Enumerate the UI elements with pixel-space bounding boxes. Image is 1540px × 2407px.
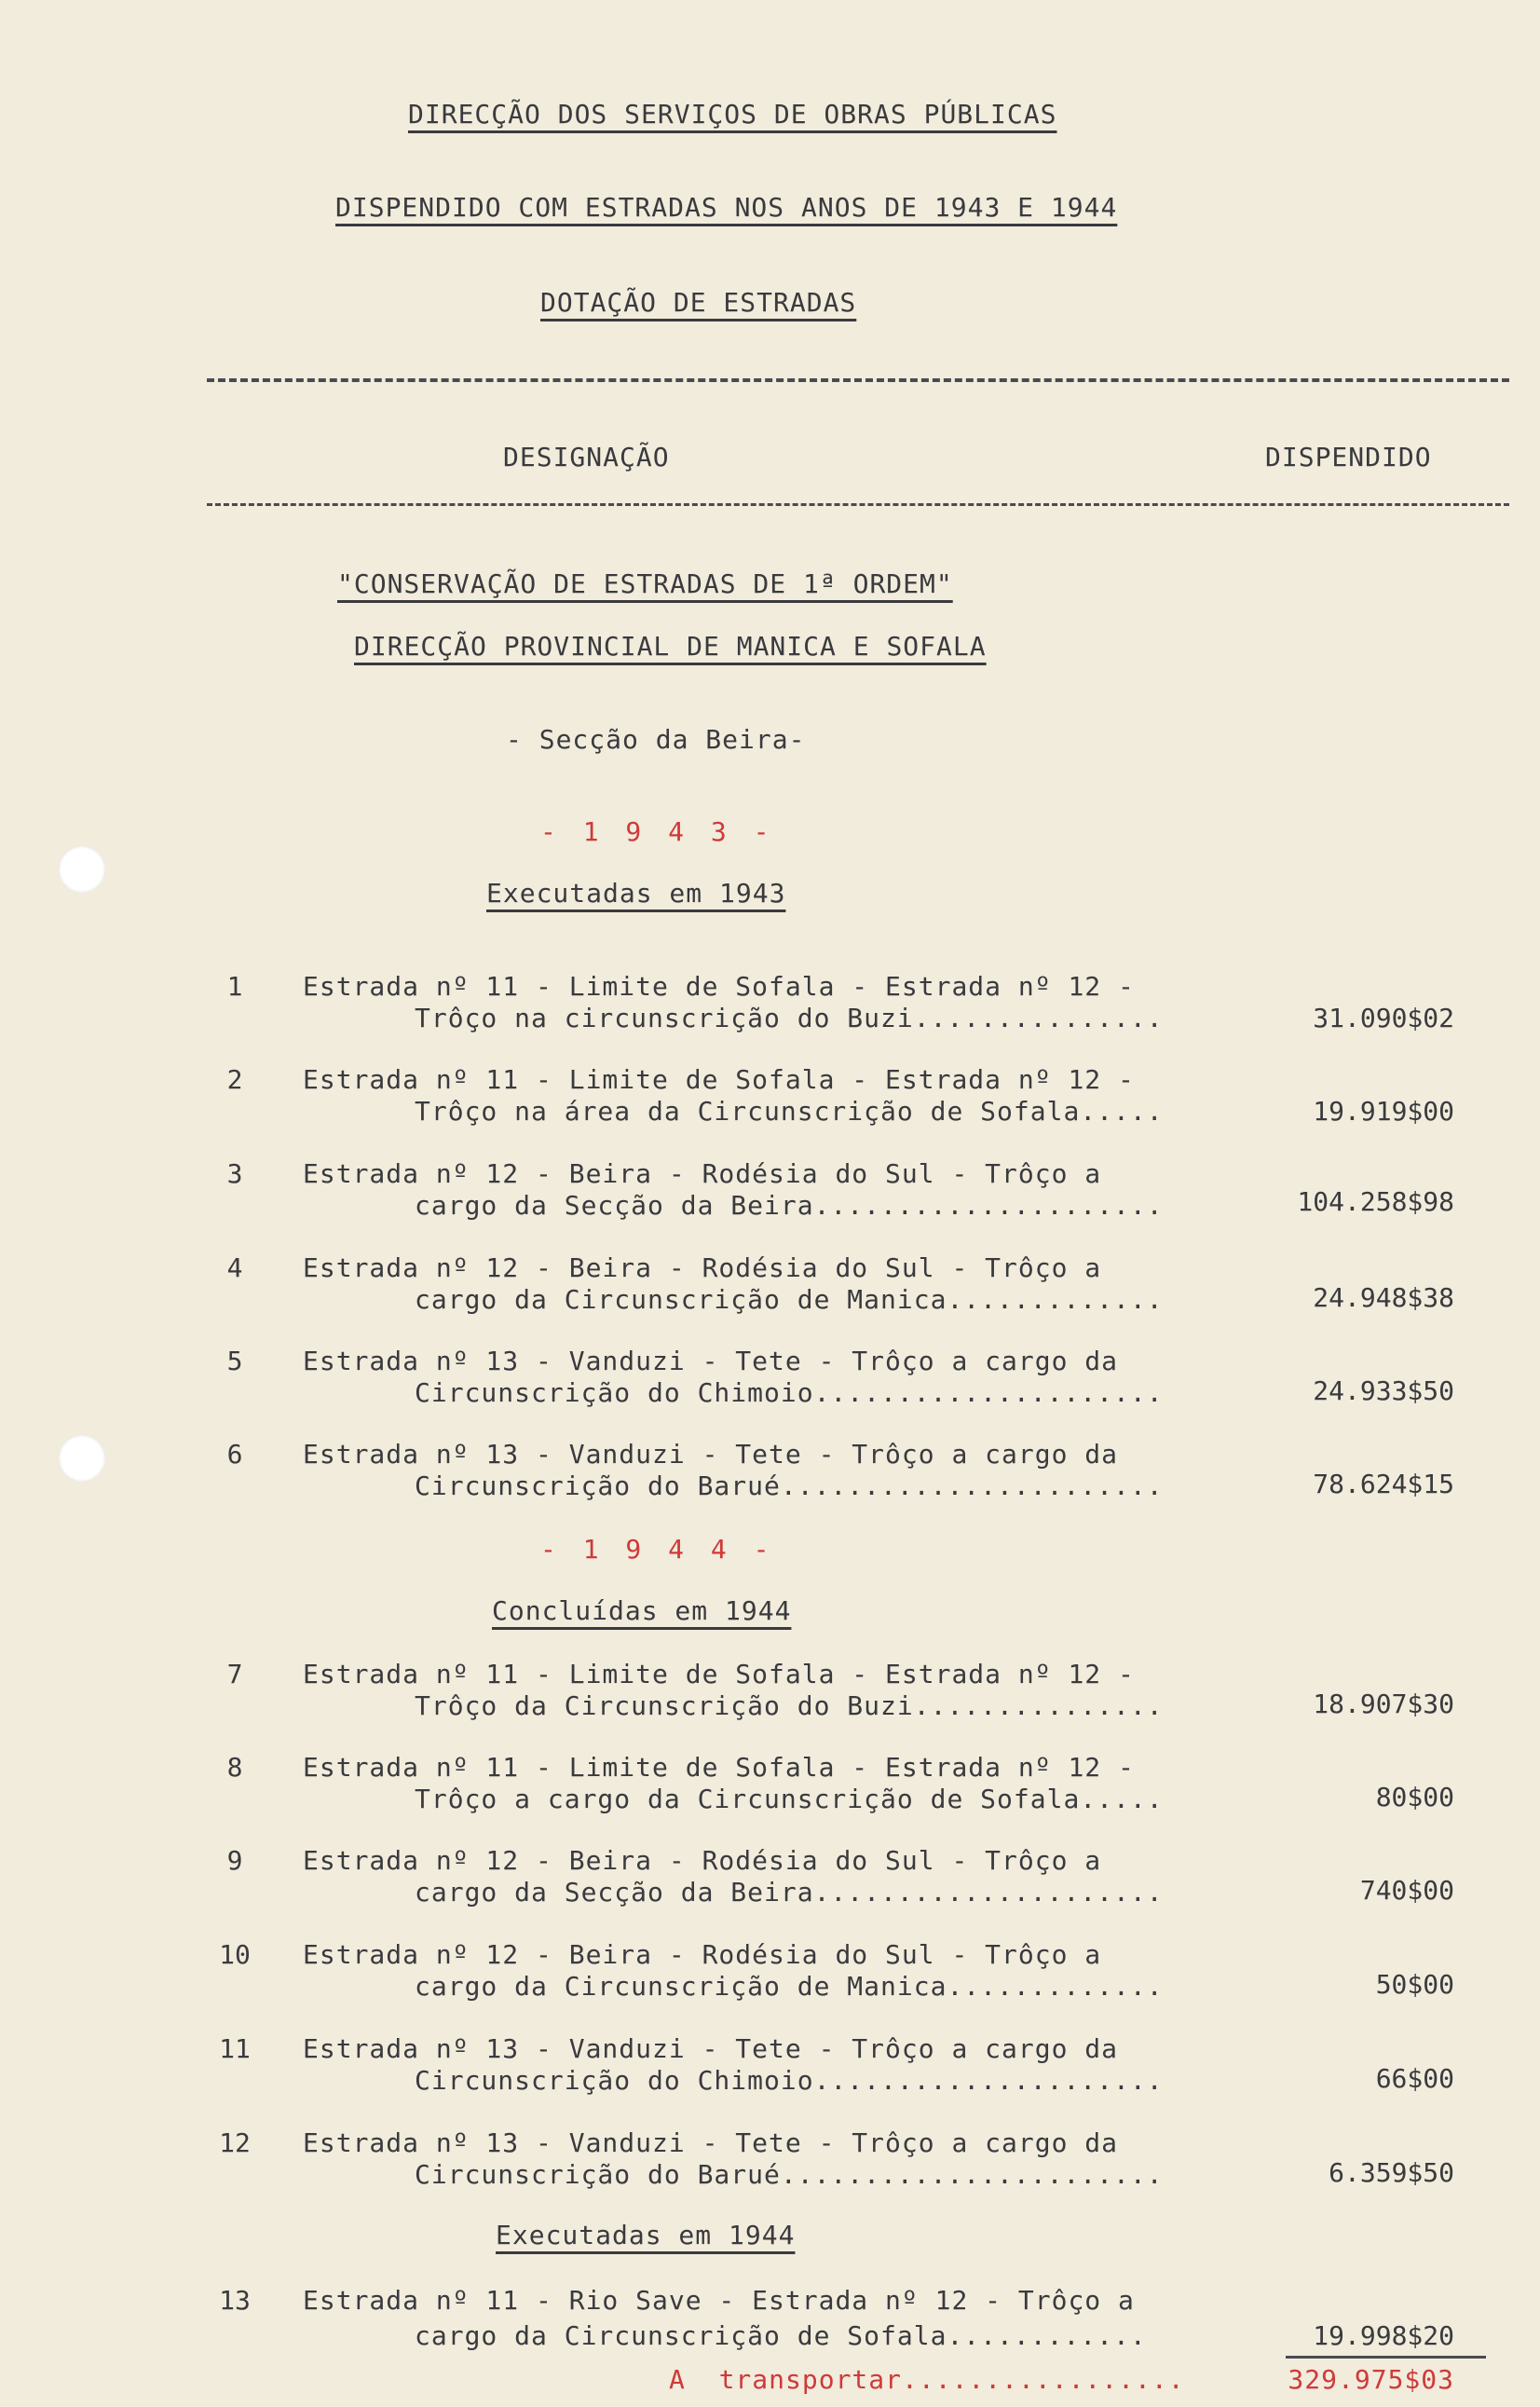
row-designation-line1: Estrada nº 11 - Limite de Sofala - Estrada nº 12 - [303, 1752, 1135, 1783]
row-designation-line1: Estrada nº 12 - Beira - Rodésia do Sul - Trôço a [303, 1158, 1102, 1189]
year-1944: - 1 9 4 4 - [540, 1534, 775, 1565]
row-amount: 104.258$98 [1297, 1186, 1454, 1217]
row-number: 10 [219, 1939, 251, 1970]
row-designation-line1: Estrada nº 12 - Beira - Rodésia do Sul - Trôço a [303, 1845, 1102, 1876]
row-amount: 66$00 [1375, 2063, 1454, 2094]
row-amount: 24.933$50 [1313, 1375, 1454, 1406]
row-number: 5 [226, 1346, 243, 1376]
table-row [0, 2285, 1540, 2359]
row-designation-line2: Circunscrição do Barué....................... [415, 2159, 1164, 2190]
row-designation-line2: Trôço a cargo da Circunscrição de Sofala..... [415, 1784, 1164, 1814]
punch-hole [59, 846, 105, 893]
rule-header [207, 503, 1509, 506]
group-concluded-1944: Concluídas em 1944 [492, 1595, 792, 1626]
rule-top [207, 378, 1509, 382]
column-designation: DESIGNAÇÃO [503, 442, 670, 472]
row-number: 3 [226, 1158, 243, 1189]
row-number: 11 [219, 2033, 251, 2064]
table-row [0, 1158, 1540, 1233]
row-designation-line1: Estrada nº 11 - Limite de Sofala - Estrada nº 12 - [303, 1064, 1135, 1095]
row-number: 7 [226, 1659, 243, 1689]
row-designation-line1: Estrada nº 11 - Limite de Sofala - Estrada nº 12 - [303, 1659, 1135, 1689]
row-amount: 78.624$15 [1313, 1469, 1454, 1499]
row-amount: 18.907$30 [1313, 1689, 1454, 1719]
table-row [0, 971, 1540, 1046]
row-number: 9 [226, 1845, 243, 1876]
row-designation-line1: Estrada nº 13 - Vanduzi - Tete - Trôço a cargo da [303, 2033, 1119, 2064]
table-row [0, 1752, 1540, 1826]
row-amount: 80$00 [1375, 1782, 1454, 1812]
row-designation-line1: Estrada nº 11 - Rio Save - Estrada nº 12 - Trôço a [303, 2285, 1135, 2316]
group-executed-1943: Executadas em 1943 [486, 878, 786, 909]
row-amount: 740$00 [1359, 1875, 1454, 1906]
carry-forward-total: 329.975$03 [1288, 2364, 1454, 2395]
row-designation-line2: Circunscrição do Chimoio..................... [415, 2065, 1164, 2096]
row-number: 12 [219, 2127, 251, 2158]
row-designation-line2: cargo da Circunscrição de Manica............. [415, 1284, 1164, 1315]
row-number: 6 [226, 1439, 243, 1470]
table-row [0, 1439, 1540, 1513]
total-rule [1286, 2356, 1486, 2359]
row-amount: 24.948$38 [1313, 1282, 1454, 1313]
section-sub: - Secção da Beira- [506, 724, 806, 755]
row-designation-line2: Trôço na área da Circunscrição de Sofala..... [415, 1096, 1164, 1127]
table-row [0, 2033, 1540, 2108]
table-row [0, 1845, 1540, 1920]
column-spent: DISPENDIDO [1265, 442, 1432, 472]
row-designation-line2: cargo da Secção da Beira..................... [415, 1190, 1164, 1221]
row-number: 8 [226, 1752, 243, 1783]
row-designation-line2: cargo da Circunscrição de Manica............. [415, 1971, 1164, 2002]
table-row [0, 2127, 1540, 2202]
row-designation-line1: Estrada nº 13 - Vanduzi - Tete - Trôço a cargo da [303, 1439, 1119, 1470]
row-number: 1 [226, 971, 243, 1002]
row-number: 2 [226, 1064, 243, 1095]
row-designation-line2: cargo da Secção da Beira..................... [415, 1877, 1164, 1908]
row-number: 13 [219, 2285, 251, 2316]
row-amount: 19.919$00 [1313, 1096, 1454, 1127]
group-executed-1944: Executadas em 1944 [496, 2220, 796, 2250]
row-amount: 50$00 [1375, 1969, 1454, 2000]
row-designation-line1: Estrada nº 12 - Beira - Rodésia do Sul - Trôço a [303, 1939, 1102, 1970]
table-row [0, 1252, 1540, 1327]
row-designation-line2: Circunscrição do Barué....................... [415, 1470, 1164, 1501]
table-row [0, 1064, 1540, 1139]
year-1943: - 1 9 4 3 - [540, 816, 775, 847]
allocation-title: DOTAÇÃO DE ESTRADAS [540, 287, 857, 318]
row-amount: 31.090$02 [1313, 1003, 1454, 1033]
row-number: 4 [226, 1252, 243, 1283]
row-designation-line2: cargo da Circunscrição de Sofala............ [415, 2320, 1147, 2351]
row-designation-line1: Estrada nº 11 - Limite de Sofala - Estrada nº 12 - [303, 971, 1135, 1002]
row-amount: 6.359$50 [1329, 2157, 1454, 2188]
carry-forward-label: A transportar................. [669, 2364, 1185, 2395]
table-row [0, 1659, 1540, 1733]
row-amount: 19.998$20 [1313, 2320, 1454, 2351]
row-designation-line2: Trôço da Circunscrição do Buzi............... [415, 1690, 1164, 1721]
section-title: "CONSERVAÇÃO DE ESTRADAS DE 1ª ORDEM" [337, 568, 953, 599]
table-row [0, 1346, 1540, 1420]
section-direction: DIRECÇÃO PROVINCIAL DE MANICA E SOFALA [354, 631, 987, 662]
row-designation-line1: Estrada nº 13 - Vanduzi - Tete - Trôço a cargo da [303, 1346, 1119, 1376]
row-designation-line2: Circunscrição do Chimoio..................... [415, 1377, 1164, 1408]
row-designation-line1: Estrada nº 13 - Vanduzi - Tete - Trôço a cargo da [303, 2127, 1119, 2158]
row-designation-line2: Trôço na circunscrição do Buzi............... [415, 1003, 1164, 1033]
row-designation-line1: Estrada nº 12 - Beira - Rodésia do Sul - Trôço a [303, 1252, 1102, 1283]
table-row [0, 1939, 1540, 2014]
report-title: DISPENDIDO COM ESTRADAS NOS ANOS DE 1943 E 1944 [335, 192, 1118, 223]
department-title: DIRECÇÃO DOS SERVIÇOS DE OBRAS PÚBLICAS [408, 99, 1057, 130]
